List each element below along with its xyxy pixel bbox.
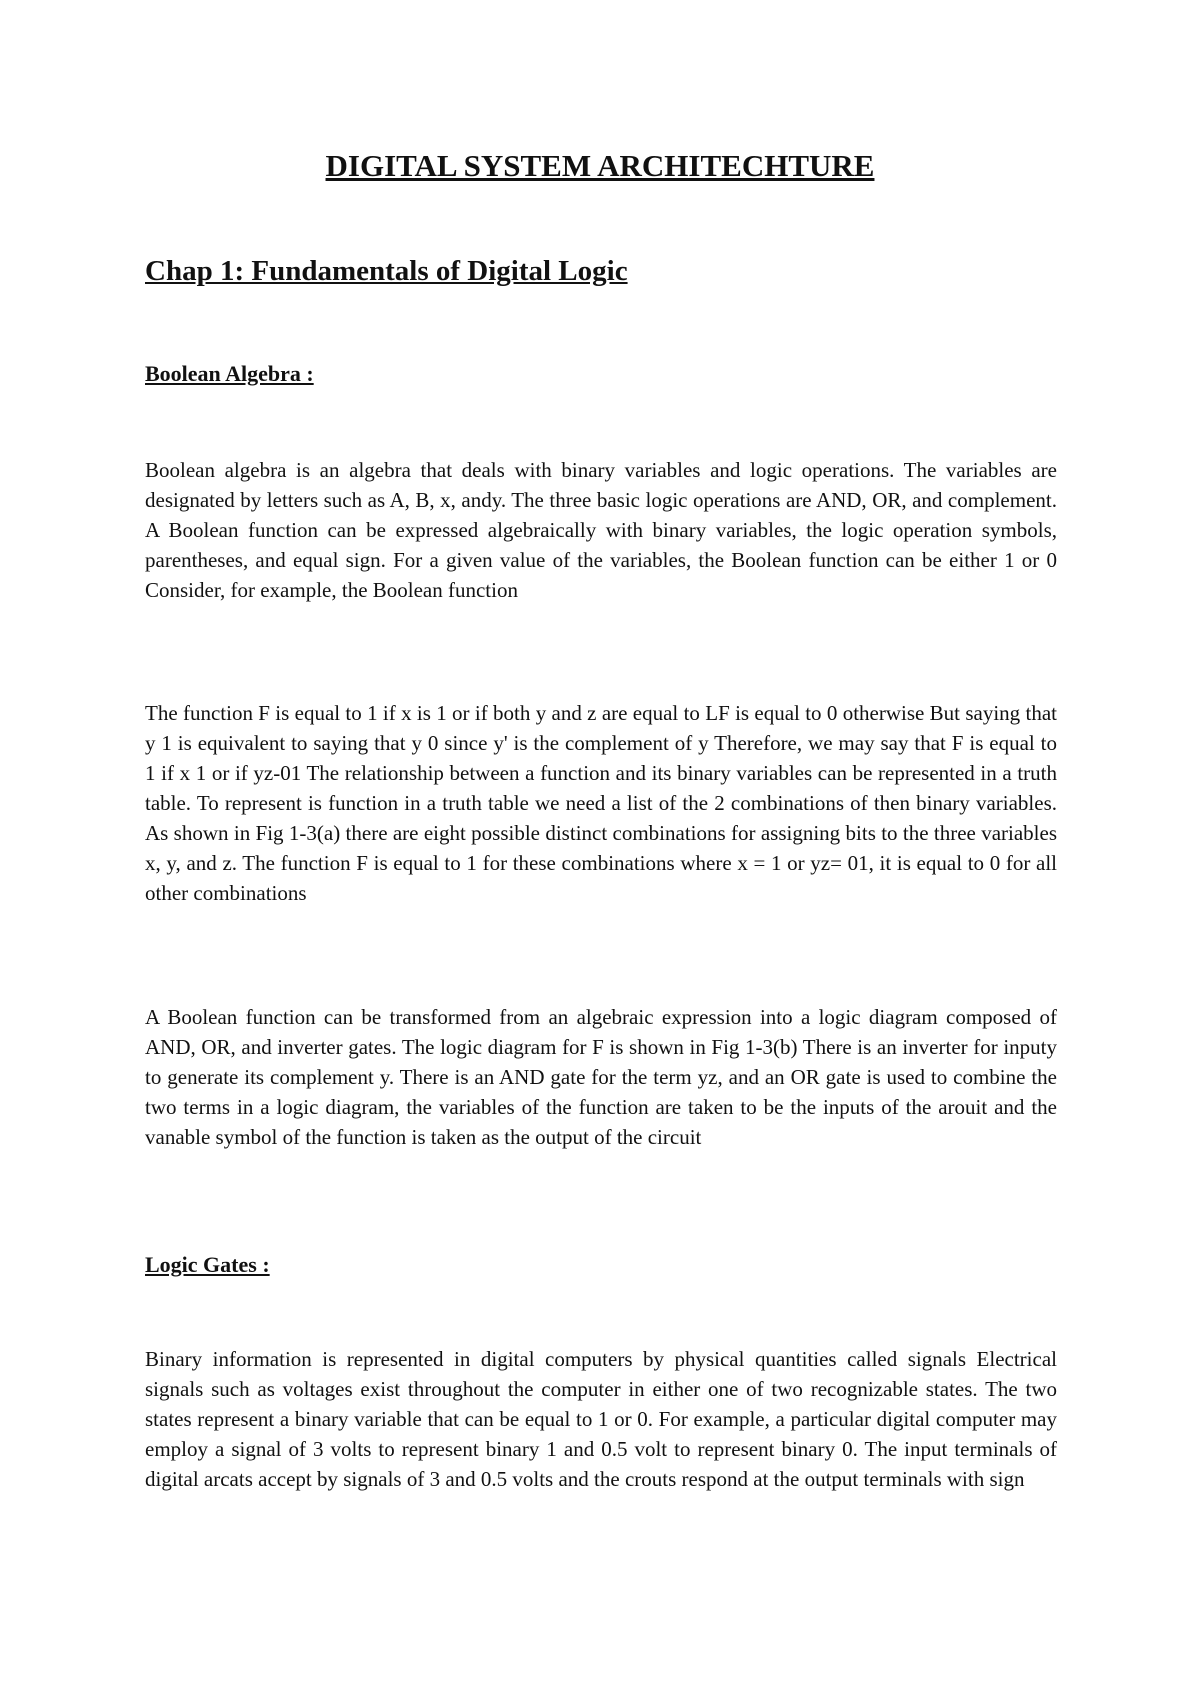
paragraph-boolean-intro: Boolean algebra is an algebra that deals with binary variables and logic operations. The variables are designated by letters such as A, B, x, andy. The three basic logic operations are AND, OR, and complement. A Boolean function can be expressed algebraically with binary variables, the logic operation symbols, parentheses, and equal sign. For a given value of the variables, the Boolean function can be either 1 or 0 Consider, for example, the Boolean function bbox=[145, 458, 1057, 602]
paragraph-truth-table: The function F is equal to 1 if x is 1 or if both y and z are equal to LF is equal to 0 otherwise But saying that y 1 is equivalent to saying that y 0 since y' is the complement of y Therefore, we may say that F is equal to 1 if x 1 or if yz-01 The relationship between a function and its binary variables can be represented in a truth table. To represent is function in a truth table we need a list of the 2 combinations of then binary variables. As shown in Fig 1-3(a) there are eight possible distinct combinations for assigning bits to the three variables x, y, and z. The function F is equal to 1 for these combinations where x = 1 or yz= 01, it is equal to 0 for all other combinations bbox=[145, 701, 1057, 905]
paragraph-binary-signals: Binary information is represented in digital computers by physical quantities called signals Electrical signals such as voltages exist throughout the computer in either one of two recognizable states. The two states represent a binary variable that can be equal to 1 or 0. For example, a particular digital computer may employ a signal of 3 volts to represent binary 1 and 0.5 volt to represent binary 0. The input terminals of digital arcats accept by signals of 3 and 0.5 volts and the crouts respond at the output terminals with sign bbox=[145, 1347, 1057, 1491]
paragraph-logic-diagram: A Boolean function can be transformed from an algebraic expression into a logic diagram composed of AND, OR, and inverter gates. The logic diagram for F is shown in Fig 1-3(b) There is an inverter for inputy to generate its complement y. There is an AND gate for the term yz, and an OR gate is used to combine the two terms in a logic diagram, the variables of the function are taken to be the inputs of the arouit and the vanable symbol of the function is taken as the output of the circuit bbox=[145, 1005, 1057, 1149]
chapter-title: Chap 1: Fundamentals of Digital Logic bbox=[145, 255, 628, 287]
section-heading-boolean-algebra: Boolean Algebra : bbox=[145, 361, 314, 386]
document-title: DIGITAL SYSTEM ARCHITECHTURE bbox=[325, 148, 875, 183]
section-heading-logic-gates: Logic Gates : bbox=[145, 1252, 270, 1277]
